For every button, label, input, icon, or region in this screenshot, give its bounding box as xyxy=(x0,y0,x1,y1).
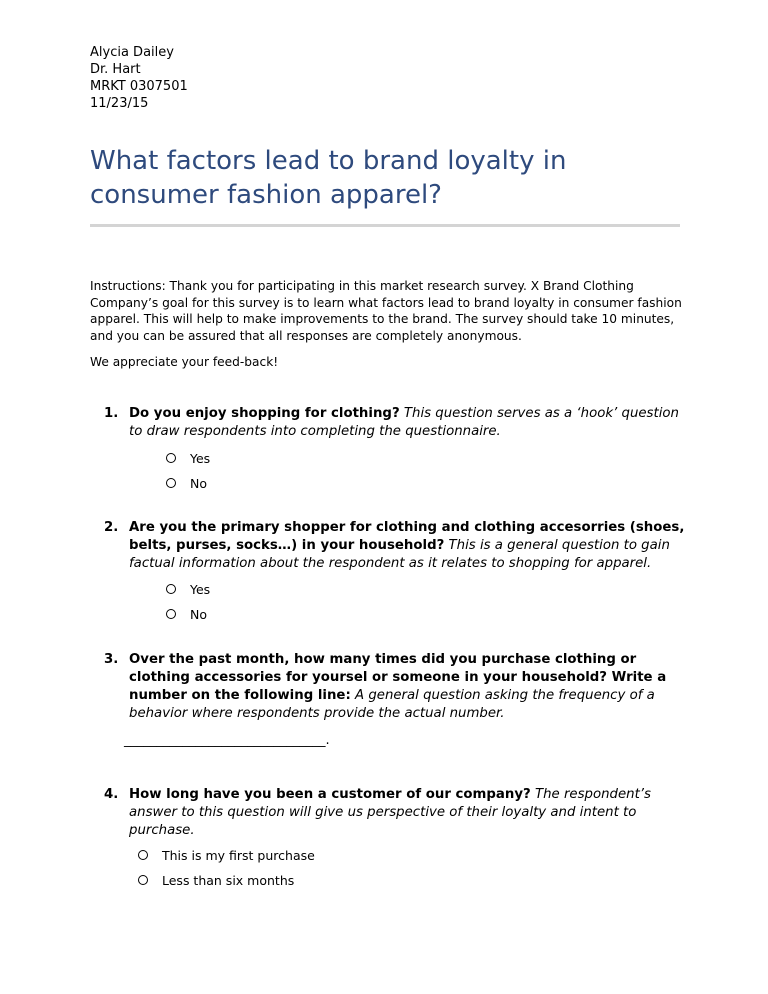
question-note: This is a general question to gain factual information about the respondent as it relates to shopping for apparel. xyxy=(129,538,670,571)
question-text xyxy=(129,786,689,840)
question-prompt: Over the past month, how many times did you purchase clothing or clothing accessories for yoursel or someone in your household? Write a number on the following line: xyxy=(129,652,667,703)
option-yes[interactable] xyxy=(166,451,210,467)
answer-line[interactable]: _______________________________. xyxy=(124,733,330,748)
question-text xyxy=(129,405,689,441)
question-text xyxy=(129,651,689,723)
question-number: 2. xyxy=(104,520,119,535)
question-prompt: Do you enjoy shopping for clothing? xyxy=(129,406,400,421)
question-number: 1. xyxy=(104,406,119,421)
option-no[interactable] xyxy=(166,476,207,492)
document-date: 11/23/15 xyxy=(90,96,149,111)
author-name: Alycia Dailey xyxy=(90,45,174,60)
course-code: MRKT 0307501 xyxy=(90,79,188,94)
option-label: Less than six months xyxy=(162,873,295,888)
option-label: No xyxy=(190,607,207,622)
radio-icon[interactable] xyxy=(138,850,148,860)
instructions-text: Instructions: Thank you for participating in this market research survey. X Brand Clothing Company’s goal for this survey is to learn what factors lead to brand loyalty in consumer fashion apparel. This will help to make improvements to the brand. The survey should take 10 minutes, and you can be assured that all responses are completely anonymous. xyxy=(90,279,682,343)
option-yes[interactable] xyxy=(166,582,210,598)
title-divider xyxy=(90,224,680,227)
question-number: 4. xyxy=(104,787,119,802)
question-note: A general question asking the frequency of a behavior where respondents provide the actual number. xyxy=(129,688,655,721)
option-label: No xyxy=(190,476,207,491)
option-label: Yes xyxy=(190,582,211,597)
question-number: 3. xyxy=(104,652,119,667)
option-less-than-six-months[interactable] xyxy=(138,873,294,889)
question-note: This question serves as a ‘hook’ question to draw respondents into completing the questionnaire. xyxy=(129,406,679,439)
instructor-name: Dr. Hart xyxy=(90,62,141,77)
document-page xyxy=(90,0,690,994)
option-label: This is my first purchase xyxy=(162,848,315,863)
question-prompt: How long have you been a customer of our company? xyxy=(129,787,531,802)
radio-icon[interactable] xyxy=(166,584,176,594)
question-text xyxy=(129,519,689,573)
question-note: The respondent’s answer to this question will give us perspective of their loyalty and intent to purchase. xyxy=(129,787,651,838)
page-title: What factors lead to brand loyalty in consumer fashion apparel? xyxy=(90,146,567,210)
radio-icon[interactable] xyxy=(166,478,176,488)
radio-icon[interactable] xyxy=(166,453,176,463)
appreciation-text: We appreciate your feed-back! xyxy=(90,355,279,369)
question-prompt: Are you the primary shopper for clothing and clothing accesorries (shoes, belts, purses, socks…) in your household? xyxy=(129,520,685,553)
radio-icon[interactable] xyxy=(166,609,176,619)
option-label: Yes xyxy=(190,451,211,466)
option-no[interactable] xyxy=(166,607,207,623)
radio-icon[interactable] xyxy=(138,875,148,885)
document-header xyxy=(90,44,188,112)
option-first-purchase[interactable] xyxy=(138,848,315,864)
